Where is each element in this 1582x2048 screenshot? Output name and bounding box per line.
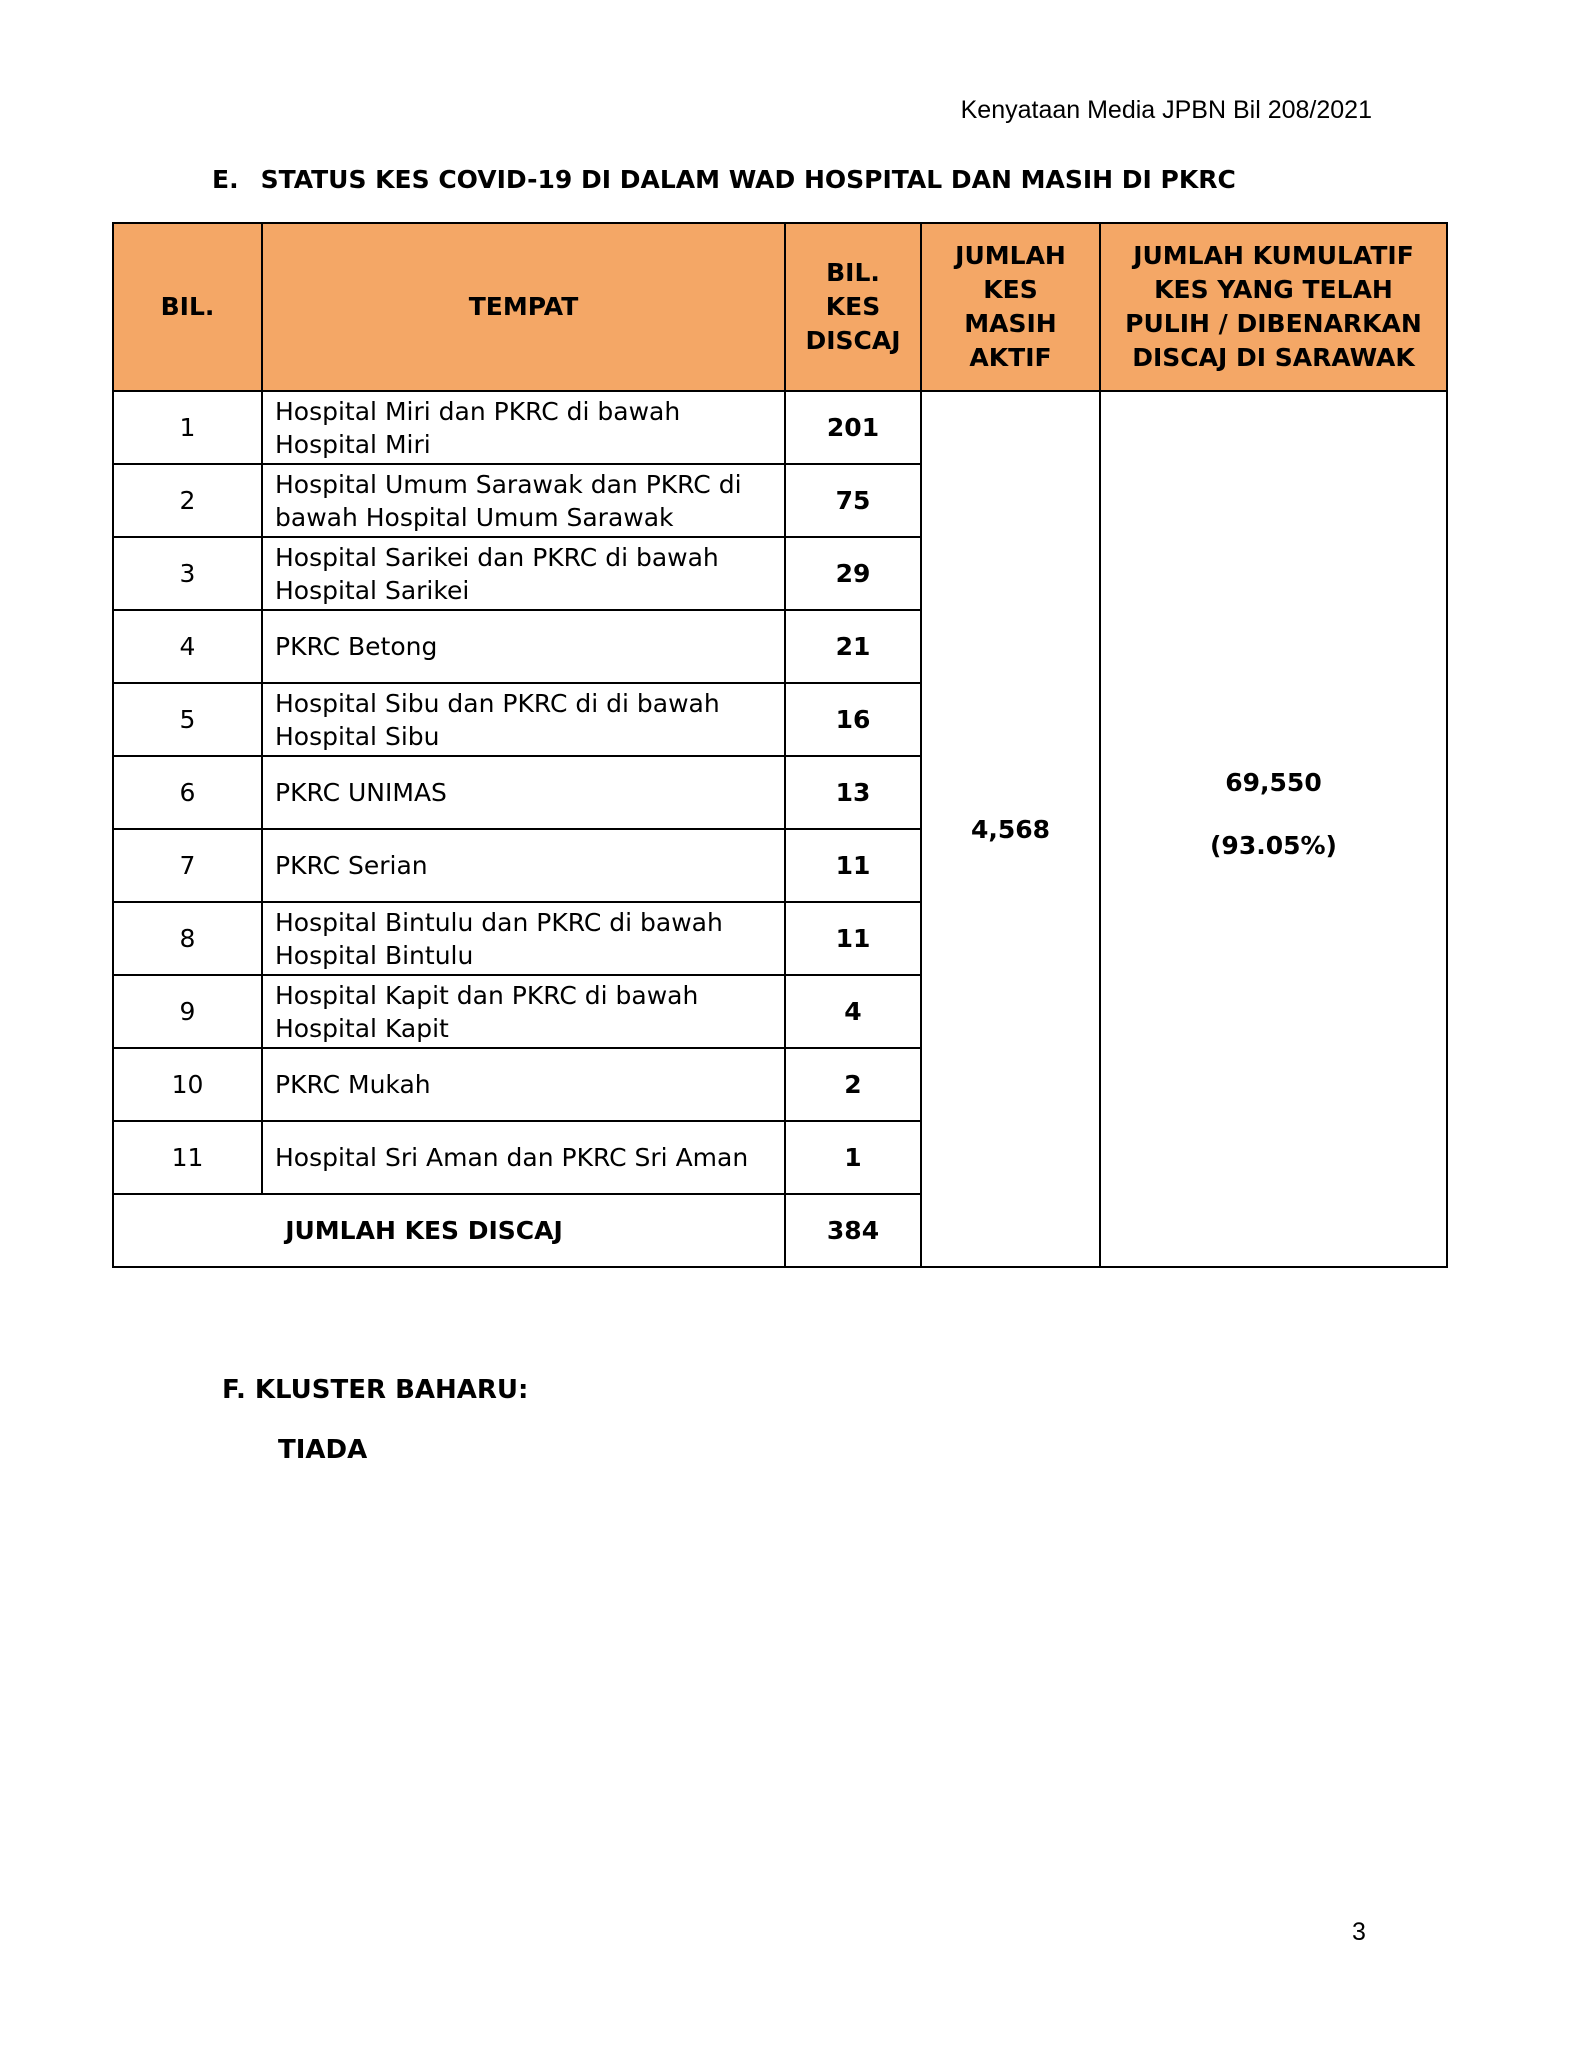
- header-jumlah-kumulatif: [1100, 223, 1447, 391]
- place-line: Hospital Bintulu: [275, 940, 474, 970]
- place-line: Hospital Umum Sarawak dan PKRC di: [275, 469, 742, 499]
- active-cases-cell: 4,568: [921, 391, 1100, 1267]
- place-line: Hospital Miri: [275, 429, 431, 459]
- row-number: 6: [113, 756, 262, 829]
- row-place: [262, 975, 785, 1048]
- row-place: [262, 1048, 785, 1121]
- section-f-title: F. KLUSTER BAHARU:: [222, 1375, 529, 1405]
- section-e-title-text: STATUS KES COVID-19 DI DALAM WAD HOSPITAL DAN MASIH DI PKRC: [260, 165, 1236, 194]
- row-number: 11: [113, 1121, 262, 1194]
- header-line: JUMLAH KUMULATIF: [1133, 241, 1414, 270]
- cumulative-percent: (93.05%): [1210, 831, 1337, 860]
- place-line: Hospital Bintulu dan PKRC di bawah: [275, 907, 723, 937]
- row-discaj: 13: [785, 756, 921, 829]
- row-number: 5: [113, 683, 262, 756]
- header-line: DISCAJ DI SARAWAK: [1132, 343, 1415, 372]
- page-number: 3: [1352, 1918, 1366, 1946]
- row-number: 7: [113, 829, 262, 902]
- place-line: Hospital Sibu dan PKRC di di bawah: [275, 688, 720, 718]
- header-line: KES YANG TELAH: [1154, 275, 1393, 304]
- row-number: 2: [113, 464, 262, 537]
- place-line: Hospital Sarikei: [275, 575, 470, 605]
- row-place: [262, 464, 785, 537]
- place-line: Hospital Miri dan PKRC di bawah: [275, 396, 681, 426]
- header-line: BIL.: [826, 258, 880, 287]
- place-line: bawah Hospital Umum Sarawak: [275, 502, 674, 532]
- row-discaj: 29: [785, 537, 921, 610]
- total-label: JUMLAH KES DISCAJ: [113, 1194, 785, 1267]
- cumulative-value: 69,550: [1225, 768, 1322, 797]
- section-f-value: TIADA: [278, 1435, 368, 1465]
- row-place: [262, 683, 785, 756]
- place-line: PKRC Betong: [275, 632, 438, 661]
- header-line: MASIH: [964, 309, 1057, 338]
- table-header-row: [113, 223, 1447, 391]
- header-jumlah-kes-masih-aktif: [921, 223, 1100, 391]
- section-e-title: [212, 165, 1236, 194]
- header-line: PULIH / DIBENARKAN: [1125, 309, 1422, 338]
- row-discaj: 201: [785, 391, 921, 464]
- row-place: [262, 829, 785, 902]
- row-discaj: 11: [785, 902, 921, 975]
- place-line: PKRC Serian: [275, 851, 428, 880]
- place-line: Hospital Kapit: [275, 1013, 449, 1043]
- row-discaj: 4: [785, 975, 921, 1048]
- total-value: 384: [785, 1194, 921, 1267]
- header-tempat: TEMPAT: [262, 223, 785, 391]
- row-place: [262, 1121, 785, 1194]
- place-line: Hospital Sri Aman dan PKRC Sri Aman: [275, 1143, 749, 1172]
- place-line: PKRC UNIMAS: [275, 778, 447, 807]
- covid-status-table: [112, 222, 1448, 1268]
- header-line: AKTIF: [969, 343, 1052, 372]
- row-place: [262, 610, 785, 683]
- place-line: PKRC Mukah: [275, 1070, 431, 1099]
- row-discaj: 75: [785, 464, 921, 537]
- row-number: 9: [113, 975, 262, 1048]
- document-reference: Kenyataan Media JPBN Bil 208/2021: [960, 96, 1372, 124]
- header-line: KES: [825, 292, 881, 321]
- row-place: [262, 756, 785, 829]
- row-discaj: 1: [785, 1121, 921, 1194]
- row-discaj: 16: [785, 683, 921, 756]
- cumulative-cell: [1100, 391, 1447, 1267]
- header-bil-kes-discaj: [785, 223, 921, 391]
- row-discaj: 11: [785, 829, 921, 902]
- table-row: [113, 391, 1447, 464]
- header-line: JUMLAH: [955, 241, 1066, 270]
- section-e-letter: E.: [212, 165, 239, 194]
- row-number: 3: [113, 537, 262, 610]
- row-discaj: 2: [785, 1048, 921, 1121]
- row-number: 1: [113, 391, 262, 464]
- place-line: Hospital Sarikei dan PKRC di bawah: [275, 542, 719, 572]
- row-place: [262, 391, 785, 464]
- row-number: 10: [113, 1048, 262, 1121]
- place-line: Hospital Sibu: [275, 721, 440, 751]
- row-place: [262, 537, 785, 610]
- header-bil: BIL.: [113, 223, 262, 391]
- header-line: KES: [983, 275, 1038, 304]
- header-line: DISCAJ: [805, 326, 901, 355]
- row-number: 4: [113, 610, 262, 683]
- row-discaj: 21: [785, 610, 921, 683]
- place-line: Hospital Kapit dan PKRC di bawah: [275, 980, 699, 1010]
- row-place: [262, 902, 785, 975]
- row-number: 8: [113, 902, 262, 975]
